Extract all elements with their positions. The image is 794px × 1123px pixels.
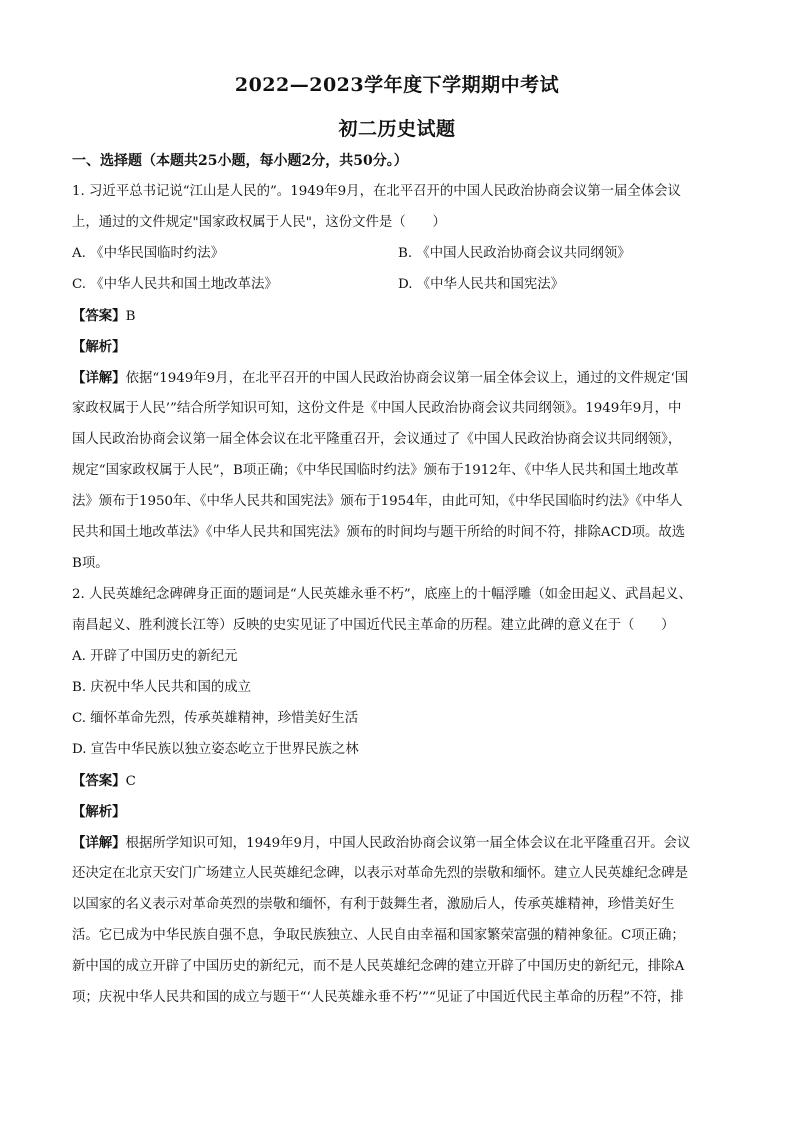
q2-detail-line6: 项；庆祝中华人民共和国的成立与题干“‘人民英雄永垂不朽’”“见证了中国近代民主革命的历程”不符，排 (72, 990, 684, 1005)
q1-detail-line4: 规定“国家政权属于人民”，B项正确；《中华民国临时约法》颁布于1912年、《中华人民共和国土地改革 (72, 463, 679, 478)
q1-analysis-tag: 【解析】 (72, 339, 126, 355)
q2-detail-line3: 以国家的名义表示对革命英烈的崇敬和缅怀，有利于鼓舞生者，激励后人，传承英雄精神，珍惜美好生 (72, 897, 675, 912)
q2-analysis-tag: 【解析】 (72, 804, 126, 820)
q1-detail-line1 (72, 369, 732, 388)
q2-option-c: C. 缅怀革命先烈，传承英雄精神，珍惜美好生活 (72, 711, 359, 726)
q1-option-b: B. 《中国人民政治协商会议共同纲领》 (398, 246, 631, 261)
q2-answer-value: C (125, 774, 136, 789)
q1-option-d: D. 《中华人民共和国宪法》 (398, 277, 565, 292)
q1-option-a: A. 《中华民国临时约法》 (72, 246, 225, 261)
q1-detail-tag: 【详解】 (72, 370, 126, 386)
q1-answer-value: B (125, 309, 136, 324)
exam-title: 2022—2023学年度下学期期中考试 (234, 74, 560, 96)
q2-detail-line2: 还决定在北京天安门广场建立人民英雄纪念碑，以表示对革命先烈的崇敬和缅怀。建立人民英雄纪念碑是 (72, 866, 688, 881)
q2-detail-tag: 【详解】 (72, 835, 126, 851)
q1-stem-line1: 1. 习近平总书记说“江山是人民的”。1949年9月，在北平召开的中国人民政治协商会议第一届全体会议 (72, 184, 681, 199)
q1-stem-line2: 上，通过的文件规定"国家政权属于人民"，这份文件是（ ） (72, 215, 446, 230)
q2-option-a: A. 开辟了中国历史的新纪元 (72, 649, 238, 664)
q1-detail-line5: 法》颁布于1950年、《中华人民共和国宪法》颁布于1954年，由此可知，《中华民国临时约法》《中华人 (72, 494, 683, 509)
exam-subtitle: 初二历史试题 (338, 118, 456, 140)
q2-detail-line1 (72, 834, 732, 853)
q2-stem-line2: 南昌起义、胜利渡长江等）反映的史实见证了中国近代民主革命的历程。建立此碑的意义在于（ ） (72, 618, 675, 633)
q2-detail-line5: 新中国的成立开辟了中国历史的新纪元，而不是人民英雄纪念碑的建立开辟了中国历史的新纪元，排除A (72, 959, 685, 974)
q1-detail-line3: 国人民政治协商会议第一届全体会议在北平隆重召开，会议通过了《中国人民政治协商会议共同纲领》， (72, 432, 682, 447)
q2-option-b: B. 庆祝中华人民共和国的成立 (72, 680, 252, 695)
q1-answer-tag: 【答案】 (72, 308, 126, 324)
q1-option-c: C. 《中华人民共和国土地改革法》 (72, 277, 278, 292)
q2-detail-line4: 活。它已成为中华民族自强不息，争取民族独立、人民自由幸福和国家繁荣富强的精神象征。C项正确； (72, 928, 685, 943)
q2-answer-tag: 【答案】 (72, 773, 126, 789)
q1-detail-line7: B项。 (72, 556, 109, 571)
q1-detail-text1: 依据“1949年9月，在北平召开的中国人民政治协商会议第一届全体会议上，通过的文件规定‘国 (125, 371, 689, 386)
q2-option-d: D. 宣告中华民族以独立姿态屹立于世界民族之林 (72, 742, 359, 757)
q1-detail-line2: 家政权属于人民’”结合所学知识可知，这份文件是《中国人民政治协商会议共同纲领》。1949年9月，中 (72, 401, 682, 416)
q1-answer (72, 307, 135, 326)
q2-answer (72, 772, 136, 791)
q2-detail-text1: 根据所学知识可知，1949年9月，中国人民政治协商会议第一届全体会议在北平隆重召开。会议 (125, 836, 691, 851)
section-heading: 一、选择题（本题共25小题，每小题2分，共50分。） (72, 153, 408, 169)
q1-detail-line6: 民共和国土地改革法》《中华人民共和国宪法》颁布的时间均与题干所给的时间不符，排除ACD项。故选 (72, 525, 686, 540)
q2-stem-line1: 2. 人民英雄纪念碑碑身正面的题词是“人民英雄永垂不朽”，底座上的十幅浮雕（如金田起义、武昌起义、 (72, 587, 692, 602)
